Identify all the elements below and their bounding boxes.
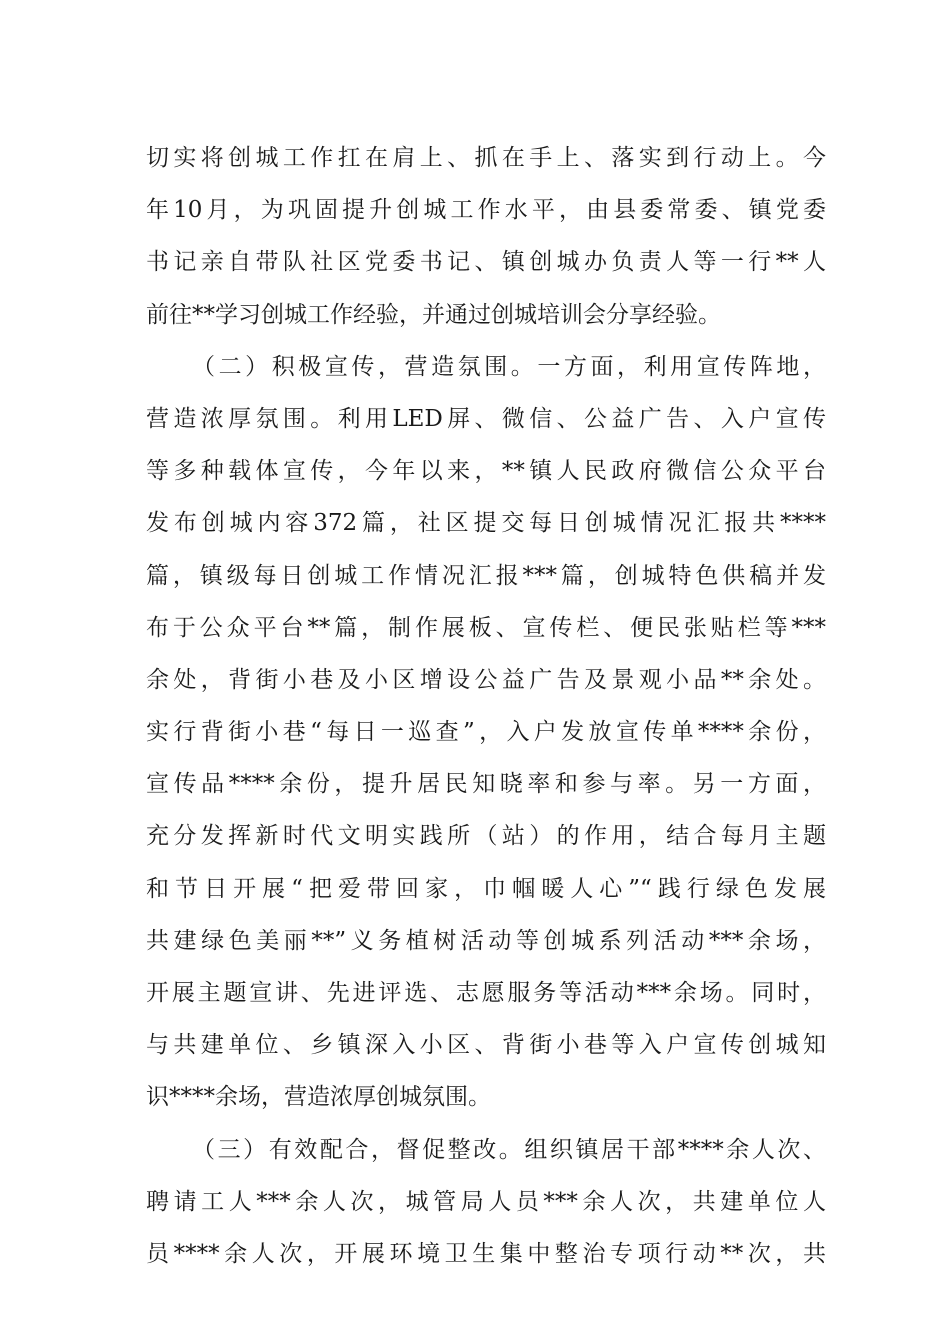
text-line: 实行背街小巷“每日一巡查”，入户发放宣传单****余份， <box>146 719 826 746</box>
text-line: 充分发挥新时代文明实践所（站）的作用，结合每月主题 <box>146 823 826 850</box>
text-line: 余处，背街小巷及小区增设公益广告及景观小品**余处。 <box>146 666 826 693</box>
text-line: 和节日开展“把爱带回家，巾帼暖人心”“践行绿色发展 <box>146 875 826 902</box>
text-line: 等多种载体宣传，今年以来，**镇人民政府微信公众平台 <box>146 458 826 485</box>
text-line: 布于公众平台**篇，制作展板、宣传栏、便民张贴栏等*** <box>146 614 826 641</box>
text-line: 宣传品****余份，提升居民知晓率和参与率。另一方面， <box>146 771 826 798</box>
text-line: 聘请工人***余人次，城管局人员***余人次，共建单位人 <box>146 1188 826 1215</box>
text-line: 开展主题宣讲、先进评选、志愿服务等活动***余场。同时， <box>146 980 826 1006</box>
text-line: 篇，镇级每日创城工作情况汇报***篇，创城特色供稿并发 <box>146 562 826 589</box>
text-line: 与共建单位、乡镇深入小区、背街小巷等入户宣传创城知 <box>146 1032 826 1059</box>
text-line: 发布创城内容372篇，社区提交每日创城情况汇报共**** <box>146 510 826 537</box>
paragraph-start-line: （三）有效配合，督促整改。组织镇居干部****余人次、 <box>192 1136 826 1163</box>
paragraph-start-line: （二）积极宣传，营造氛围。一方面，利用宣传阵地， <box>192 353 826 380</box>
text-line: 识****余场，营造浓厚创城氛围。 <box>146 1084 491 1111</box>
text-line: 书记亲自带队社区党委书记、镇创城办负责人等一行**人 <box>146 249 826 276</box>
text-line: 前往**学习创城工作经验，并通过创城培训会分享经验。 <box>146 301 721 328</box>
text-line: 营造浓厚氛围。利用LED屏、微信、公益广告、入户宣传 <box>146 405 826 432</box>
text-line: 员****余人次，开展环境卫生集中整治专项行动**次，共 <box>146 1240 826 1267</box>
text-line: 年10月，为巩固提升创城工作水平，由县委常委、镇党委 <box>146 197 826 224</box>
document-body <box>146 132 826 1280</box>
text-line: 切实将创城工作扛在肩上、抓在手上、落实到行动上。今 <box>146 145 826 171</box>
text-line: 共建绿色美丽**”义务植树活动等创城系列活动***余场， <box>146 927 826 954</box>
